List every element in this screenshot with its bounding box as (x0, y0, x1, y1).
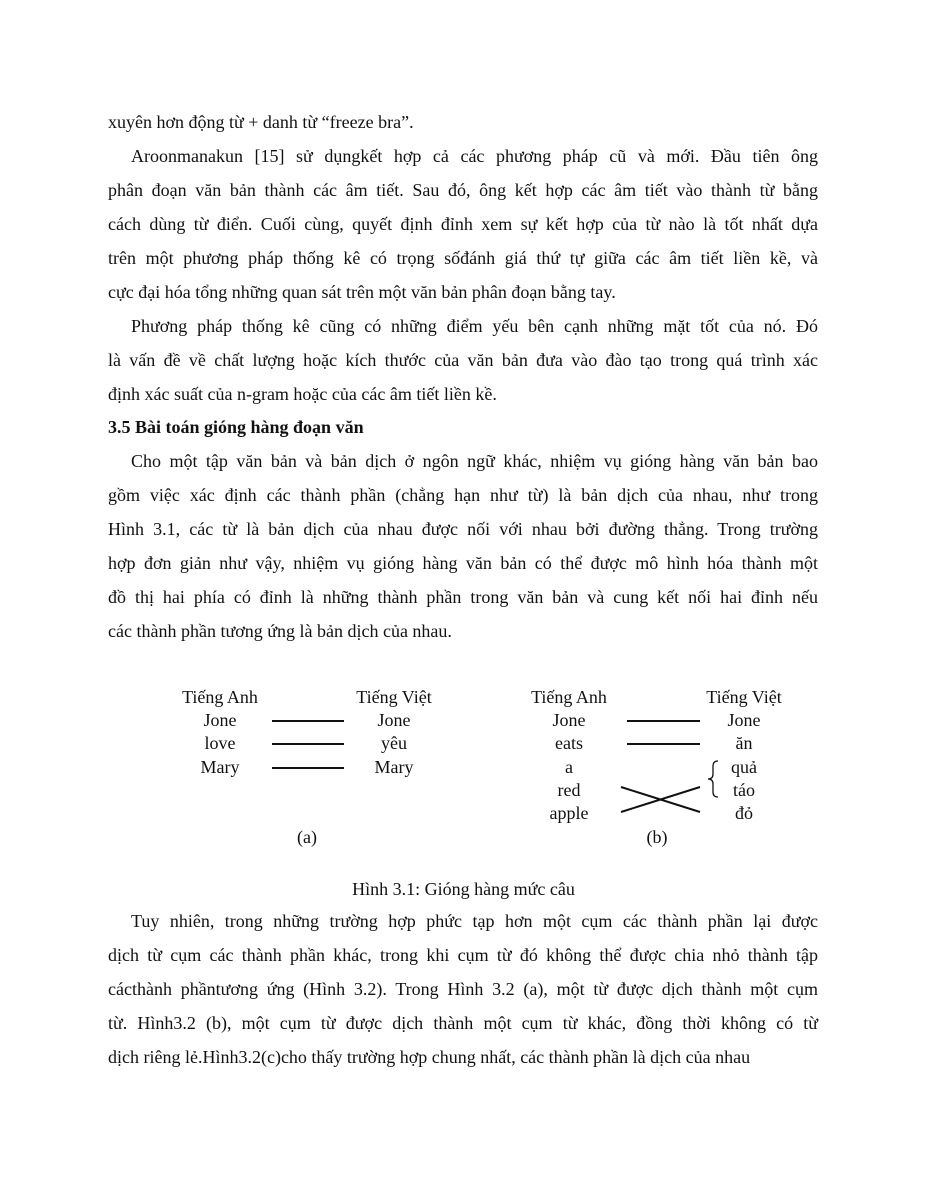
figure-b-right-word: ăn (735, 733, 753, 753)
figure-b-left-word: red (557, 780, 581, 800)
text-line: định xác suất của n-gram hoặc của các âm tiết liền kề. (108, 384, 497, 404)
figure-b-right-word: Jone (727, 710, 761, 730)
figure-a-label: (a) (297, 827, 317, 847)
figure-b-left-word: Jone (552, 710, 586, 730)
figure-a-left-word: Mary (200, 757, 240, 777)
text-line: từ. Hình3.2 (b), một cụm từ được dịch thành một cụm từ khác, đồng thời không có từ (108, 1013, 818, 1033)
figure-b-left-word: apple (549, 803, 589, 823)
figure-b-left-word: a (565, 757, 573, 777)
figure-a-right-header: Tiếng Việt (356, 687, 432, 707)
figure-b-right-word: quả (731, 757, 757, 777)
figure-b-right-header: Tiếng Việt (706, 687, 782, 707)
figure-b-right-word: táo (733, 780, 755, 800)
figure-caption: Hình 3.1: Gióng hàng mức câu (352, 879, 575, 899)
phrase-brace (708, 761, 718, 797)
text-line: Hình 3.1, các từ là bản dịch của nhau được nối với nhau bởi đường thẳng. Trong trường (108, 519, 818, 539)
text-line: Phương pháp thống kê cũng có những điểm yếu bên cạnh những mặt tốt của nó. Đó (131, 316, 818, 336)
figure-a-right-word: Jone (377, 710, 411, 730)
figure-b-right-word: đỏ (735, 803, 753, 823)
figure-b-label: (b) (646, 827, 668, 847)
text-line: phân đoạn văn bản thành các âm tiết. Sau đó, ông kết hợp các âm tiết vào thành từ bằng (108, 180, 818, 200)
text-line: trên một phương pháp thống kê có trọng sốđánh giá thứ tự giữa các âm tiết liền kề, và (108, 248, 818, 268)
figure-b-left-header: Tiếng Anh (531, 687, 607, 707)
text-line: dịch riêng lẻ.Hình3.2(c)cho thấy trường hợp chung nhất, các thành phần là dịch của nhau (108, 1047, 751, 1067)
figure-a-left-header: Tiếng Anh (182, 687, 258, 707)
figure-a-left-word: love (204, 733, 236, 753)
text-line: cách dùng từ điển. Cuối cùng, quyết định đỉnh xem sự kết hợp của từ nào là tốt nhất dựa (108, 214, 818, 234)
text-line: cácthành phầntương ứng (Hình 3.2). Trong Hình 3.2 (a), một từ được dịch thành một cụm (108, 979, 818, 999)
text-line: Aroonmanakun [15] sử dụngkết hợp cả các phương pháp cũ và mới. Đầu tiên ông (131, 146, 818, 166)
figure-a-left-word: Jone (203, 710, 237, 730)
text-line: đồ thị hai phía có đỉnh là những thành phần trong văn bản và cung kết nối hai đỉnh nếu (108, 587, 818, 607)
text-line: dịch từ cụm các thành phần khác, trong khi cụm từ đó không thể được chia nhỏ thành tập (108, 945, 818, 965)
text-line: các thành phần tương ứng là bản dịch của nhau. (108, 621, 452, 641)
text-line: Cho một tập văn bản và bản dịch ở ngôn ngữ khác, nhiệm vụ gióng hàng văn bản bao (131, 451, 818, 471)
figure-b-left-word: eats (555, 733, 583, 753)
figure-a-right-word: Mary (374, 757, 414, 777)
figure-a-right-word: yêu (381, 733, 407, 753)
text-line: gồm việc xác định các thành phần (chẳng hạn như từ) là bản dịch của nhau, như trong (108, 485, 818, 505)
section-heading: 3.5 Bài toán gióng hàng đoạn văn (108, 417, 364, 437)
text-line: hợp đơn giản như vậy, nhiệm vụ gióng hàng văn bản có thể được mô hình hóa thành một (108, 553, 818, 573)
text-line: xuyên hơn động từ + danh từ “freeze bra”. (108, 112, 414, 132)
text-line: cực đại hóa tổng những quan sát trên một văn bản phân đoạn bằng tay. (108, 282, 616, 302)
text-line: là vấn đề về chất lượng hoặc kích thước của văn bản đưa vào đào tạo trong quá trình xác (108, 350, 818, 370)
text-line: Tuy nhiên, trong những trường hợp phức tạp hơn một cụm các thành phần lại được (131, 911, 818, 931)
